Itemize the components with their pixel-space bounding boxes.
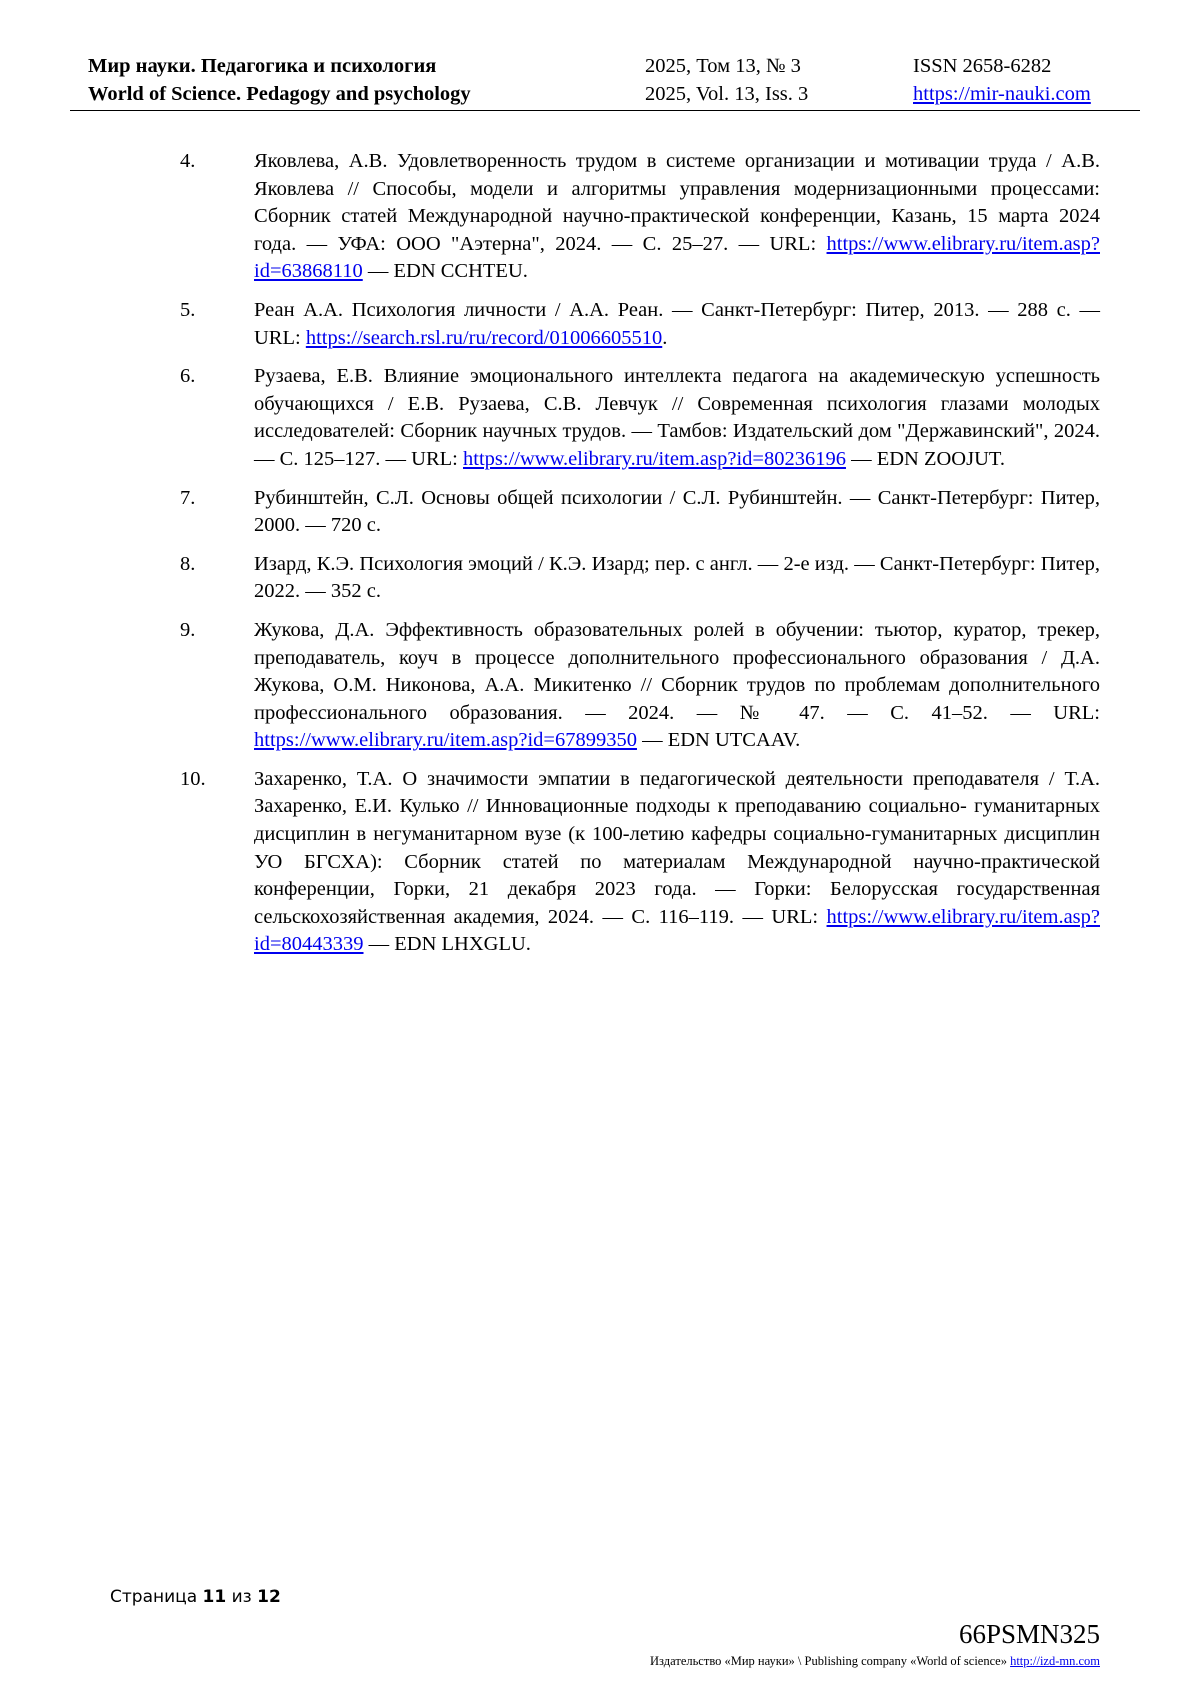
reference-item (180, 617, 1100, 755)
page-counter (110, 1586, 281, 1608)
reference-text: Жукова, Д.А. Эффективность образовательных ролей в обучении: тьютор, куратор, трекер, преподаватель, коуч в процессе дополнительного профессионального образования / Д.А. Жукова, О.М. Никонова, А.А. Микитенко // Сборник трудов по проблемам дополнительного профессионального образования. — 2024. — № 47. — С. 41–52. — URL: (254, 618, 1100, 724)
reference-item (180, 551, 1100, 606)
reference-number: 5. (180, 298, 196, 321)
reference-item (180, 363, 1100, 473)
reference-link[interactable]: https://www.elibrary.ru/item.asp?id=63868110 (254, 232, 1100, 283)
reference-number: 9. (180, 618, 196, 641)
reference-text: Яковлева, А.В. Удовлетворенность трудом в системе организации и мотивации труда / А.В. Яковлева // Способы, модели и алгоритмы управления модернизационными процессами: Сборник статей Международной научно-практической конференции, Казань, 15 марта 2024 года. — УФА: ООО "Аэтерна", 2024. — С. 25–27. — URL: (254, 150, 1100, 255)
reference-item (180, 148, 1100, 286)
reference-link[interactable]: https://www.elibrary.ru/item.asp?id=80443339 (254, 905, 1100, 956)
reference-link[interactable]: https://www.elibrary.ru/item.asp?id=67899350 (254, 729, 637, 752)
page-label: Страница (110, 1587, 198, 1607)
journal-title-en: World of Science. Pedagogy and psychology (88, 83, 471, 105)
issue-en: 2025, Vol. 13, Iss. 3 (645, 83, 809, 105)
reference-number: 7. (180, 486, 196, 509)
reference-text: Изард, К.Э. Психология эмоций / К.Э. Изард; пер. с англ. — 2-е изд. — Санкт-Петербург: Питер, 2022. — 352 с. (254, 552, 1100, 603)
publisher-link[interactable]: http://izd-mn.com (1010, 1654, 1100, 1668)
reference-text-tail: . (662, 326, 668, 349)
reference-link[interactable]: https://search.rsl.ru/ru/record/01006605510 (305, 326, 663, 349)
reference-item (180, 297, 1100, 352)
journal-title-ru: Мир науки. Педагогика и психология (88, 55, 437, 77)
reference-text: Рузаева, Е.В. Влияние эмоционального интеллекта педагога на академическую успешность обучающихся / Е.В. Рузаева, С.В. Левчук // Современная психология глазами молодых исследователей: Сборник научных трудов. — Тамбов: Издательский дом "Державинский", 2024. — С. 125–127. — URL: (254, 365, 1100, 470)
journal-site-link[interactable]: https://mir-nauki.com (913, 83, 1091, 105)
page-of: из (231, 1587, 252, 1607)
reference-item (180, 485, 1100, 540)
reference-text-tail: — EDN CCHTEU. (362, 260, 528, 283)
page-current: 11 (202, 1587, 227, 1607)
issn: ISSN 2658-6282 (913, 55, 1052, 77)
publisher-text: Издательство «Мир науки» \ Publishing company «World of science» (650, 1654, 1011, 1668)
reference-item (180, 766, 1100, 959)
issn-block (913, 52, 1091, 108)
page-total: 12 (257, 1587, 281, 1607)
reference-text: Реан А.А. Психология личности / А.А. Реан. — Санкт-Петербург: Питер, 2013. — 288 с. — URL: (254, 298, 1100, 349)
reference-text-tail: — EDN UTCAAV. (636, 729, 801, 752)
journal-title-block (88, 52, 471, 108)
article-code: 66PSMN325 (958, 1619, 1100, 1649)
reference-text: Захаренко, Т.А. О значимости эмпатии в педагогической деятельности преподавателя / Т.А. Захаренко, Е.И. Кулько // Инновационные подходы к преподаванию социально- гуманитарных дисциплин в негуманитарном вузе (к 100-летию кафедры социально-гуманитарных дисциплин УО БГСХА): Сборник статей по материалам Международной научно-практической конференции, Горки, 21 декабря 2023 года. — Горки: Белорусская государственная сельскохозяйственная академия, 2024. — С. 116–119. — URL: (254, 767, 1100, 928)
issue-ru: 2025, Том 13, № 3 (645, 55, 801, 77)
reference-number: 10. (180, 767, 206, 790)
reference-number: 8. (180, 552, 196, 575)
reference-number: 4. (180, 150, 196, 172)
reference-number: 6. (180, 365, 196, 388)
reference-text-tail: — EDN LHXGLU. (363, 933, 531, 956)
publisher-line (650, 1653, 1100, 1669)
reference-text-tail: — EDN ZOOJUT. (845, 447, 1006, 470)
reference-link[interactable]: https://www.elibrary.ru/item.asp?id=80236196 (463, 447, 846, 470)
reference-list (180, 148, 1100, 970)
journal-header (70, 52, 1140, 111)
reference-text: Рубинштейн, С.Л. Основы общей психологии / С.Л. Рубинштейн. — Санкт-Петербург: Питер, 2000. — 720 с. (254, 486, 1100, 537)
issue-block (645, 52, 808, 108)
